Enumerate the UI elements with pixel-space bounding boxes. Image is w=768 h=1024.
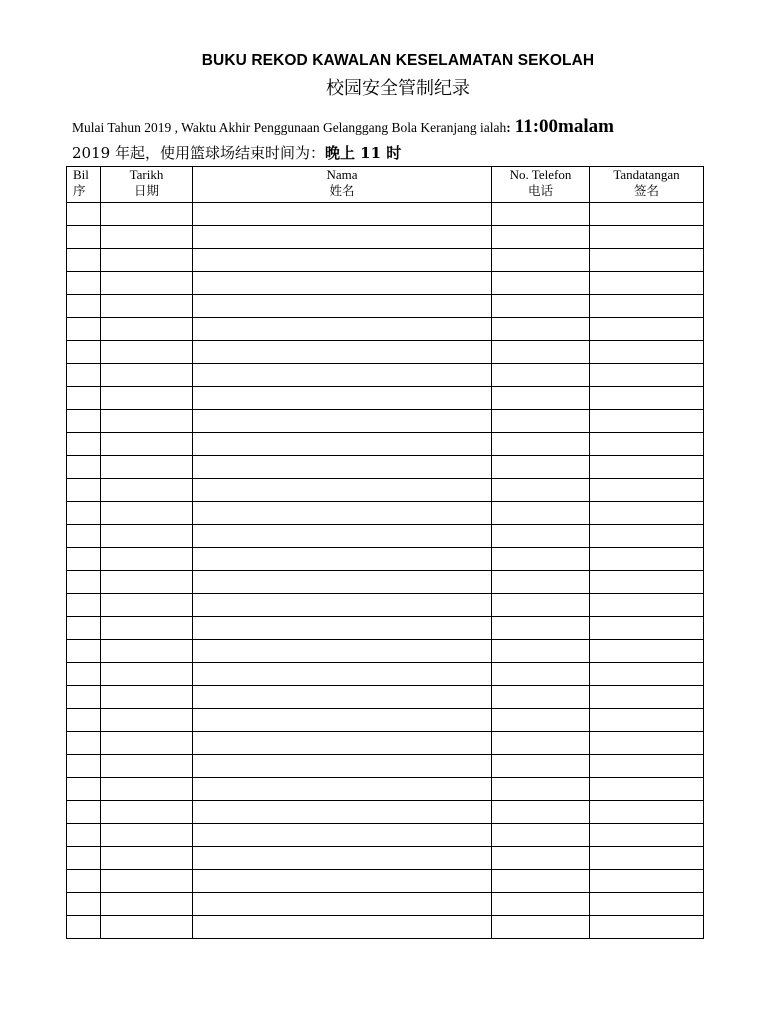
table-row	[67, 778, 704, 801]
table-row	[67, 916, 704, 939]
cell-tarikh[interactable]	[101, 364, 193, 387]
cell-tandatangan[interactable]	[590, 410, 704, 433]
cell-bil[interactable]	[67, 295, 101, 318]
column-header-telefon	[492, 167, 590, 203]
cell-tarikh[interactable]	[101, 249, 193, 272]
table-row	[67, 870, 704, 893]
column-header-bil-zh: 序	[73, 183, 86, 198]
cell-tarikh[interactable]	[101, 295, 193, 318]
cell-nama[interactable]	[193, 732, 492, 755]
cell-tarikh[interactable]	[101, 479, 193, 502]
column-header-tarikh-ms: Tarikh	[129, 167, 164, 182]
cell-bil[interactable]	[67, 617, 101, 640]
cell-tandatangan[interactable]	[590, 203, 704, 226]
cell-telefon[interactable]	[492, 640, 590, 663]
cell-telefon[interactable]	[492, 456, 590, 479]
cell-tandatangan[interactable]	[590, 686, 704, 709]
cell-bil[interactable]	[67, 594, 101, 617]
cell-tarikh[interactable]	[101, 456, 193, 479]
table-row	[67, 525, 704, 548]
table-row	[67, 548, 704, 571]
table-row	[67, 847, 704, 870]
cell-tandatangan[interactable]	[590, 893, 704, 916]
cell-tandatangan[interactable]	[590, 548, 704, 571]
cell-nama[interactable]	[193, 893, 492, 916]
cell-tandatangan[interactable]	[590, 801, 704, 824]
cell-nama[interactable]	[193, 640, 492, 663]
cell-nama[interactable]	[193, 272, 492, 295]
cell-bil[interactable]	[67, 732, 101, 755]
table-row	[67, 479, 704, 502]
cell-tarikh[interactable]	[101, 893, 193, 916]
column-header-tandatangan	[590, 167, 704, 203]
cell-nama[interactable]	[193, 916, 492, 939]
cell-telefon[interactable]	[492, 686, 590, 709]
table-row	[67, 249, 704, 272]
table-row	[67, 502, 704, 525]
cell-tandatangan[interactable]	[590, 525, 704, 548]
cell-telefon[interactable]	[492, 847, 590, 870]
cell-tandatangan[interactable]	[590, 502, 704, 525]
cell-nama[interactable]	[193, 364, 492, 387]
cell-bil[interactable]	[67, 249, 101, 272]
cell-tandatangan[interactable]	[590, 571, 704, 594]
cell-bil[interactable]	[67, 410, 101, 433]
table-row	[67, 295, 704, 318]
cell-tarikh[interactable]	[101, 594, 193, 617]
table-row	[67, 709, 704, 732]
cell-telefon[interactable]	[492, 617, 590, 640]
cell-nama[interactable]	[193, 341, 492, 364]
cell-bil[interactable]	[67, 893, 101, 916]
notice-malay	[72, 116, 614, 138]
cell-tandatangan[interactable]	[590, 709, 704, 732]
cell-tandatangan[interactable]	[590, 847, 704, 870]
cell-tarikh[interactable]	[101, 410, 193, 433]
cell-nama[interactable]	[193, 249, 492, 272]
cell-nama[interactable]	[193, 203, 492, 226]
cell-tarikh[interactable]	[101, 778, 193, 801]
cell-telefon[interactable]	[492, 870, 590, 893]
cell-telefon[interactable]	[492, 502, 590, 525]
cell-bil[interactable]	[67, 272, 101, 295]
cell-bil[interactable]	[67, 847, 101, 870]
column-header-nama	[193, 167, 492, 203]
cell-bil[interactable]	[67, 479, 101, 502]
cell-bil[interactable]	[67, 525, 101, 548]
cell-tarikh[interactable]	[101, 387, 193, 410]
cell-telefon[interactable]	[492, 249, 590, 272]
cell-bil[interactable]	[67, 755, 101, 778]
cell-bil[interactable]	[67, 778, 101, 801]
cell-tandatangan[interactable]	[590, 318, 704, 341]
notice-malay-text: Mulai Tahun 2019 , Waktu Akhir Penggunaan Gelanggang Bola Keranjang ialah	[72, 120, 507, 135]
table-body	[67, 203, 704, 939]
cell-telefon[interactable]	[492, 755, 590, 778]
cell-tandatangan[interactable]	[590, 778, 704, 801]
cell-telefon[interactable]	[492, 341, 590, 364]
table-row	[67, 571, 704, 594]
cell-nama[interactable]	[193, 870, 492, 893]
cell-tandatangan[interactable]	[590, 433, 704, 456]
cell-tarikh[interactable]	[101, 916, 193, 939]
cell-tandatangan[interactable]	[590, 640, 704, 663]
cell-nama[interactable]	[193, 663, 492, 686]
cell-nama[interactable]	[193, 318, 492, 341]
cell-bil[interactable]	[67, 433, 101, 456]
cell-nama[interactable]	[193, 709, 492, 732]
table-row	[67, 594, 704, 617]
document-title-malay: BUKU REKOD KAWALAN KESELAMATAN SEKOLAH	[201, 52, 595, 69]
cell-nama[interactable]	[193, 387, 492, 410]
column-header-tandatangan-zh: 签名	[633, 183, 659, 198]
cell-nama[interactable]	[193, 410, 492, 433]
cell-nama[interactable]	[193, 571, 492, 594]
column-header-tarikh-zh: 日期	[133, 183, 159, 198]
cell-nama[interactable]	[193, 226, 492, 249]
cell-tarikh[interactable]	[101, 732, 193, 755]
cell-tarikh[interactable]	[101, 548, 193, 571]
notice-chinese-time: 晚上 11 时	[324, 144, 402, 162]
cell-bil[interactable]	[67, 226, 101, 249]
cell-tandatangan[interactable]	[590, 594, 704, 617]
cell-nama[interactable]	[193, 755, 492, 778]
cell-telefon[interactable]	[492, 893, 590, 916]
cell-tarikh[interactable]	[101, 203, 193, 226]
cell-tandatangan[interactable]	[590, 824, 704, 847]
cell-bil[interactable]	[67, 387, 101, 410]
cell-tarikh[interactable]	[101, 709, 193, 732]
cell-telefon[interactable]	[492, 525, 590, 548]
cell-nama[interactable]	[193, 824, 492, 847]
column-header-telefon-zh: 电话	[527, 183, 553, 198]
cell-telefon[interactable]	[492, 801, 590, 824]
cell-bil[interactable]	[67, 502, 101, 525]
cell-nama[interactable]	[193, 617, 492, 640]
table-row	[67, 410, 704, 433]
cell-tandatangan[interactable]	[590, 341, 704, 364]
cell-bil[interactable]	[67, 571, 101, 594]
cell-telefon[interactable]	[492, 318, 590, 341]
cell-telefon[interactable]	[492, 433, 590, 456]
cell-bil[interactable]	[67, 364, 101, 387]
cell-nama[interactable]	[193, 686, 492, 709]
cell-nama[interactable]	[193, 433, 492, 456]
cell-bil[interactable]	[67, 341, 101, 364]
table-row	[67, 686, 704, 709]
cell-telefon[interactable]	[492, 479, 590, 502]
cell-tandatangan[interactable]	[590, 479, 704, 502]
table-row	[67, 732, 704, 755]
table-row	[67, 893, 704, 916]
cell-tarikh[interactable]	[101, 686, 193, 709]
cell-tarikh[interactable]	[101, 226, 193, 249]
column-header-tandatangan-ms: Tandatangan	[613, 167, 680, 182]
cell-nama[interactable]	[193, 295, 492, 318]
cell-nama[interactable]	[193, 594, 492, 617]
cell-nama[interactable]	[193, 548, 492, 571]
cell-bil[interactable]	[67, 824, 101, 847]
record-table	[66, 166, 704, 939]
table-row	[67, 318, 704, 341]
cell-tarikh[interactable]	[101, 755, 193, 778]
cell-nama[interactable]	[193, 479, 492, 502]
table-row	[67, 824, 704, 847]
cell-telefon[interactable]	[492, 916, 590, 939]
cell-telefon[interactable]	[492, 732, 590, 755]
cell-tarikh[interactable]	[101, 525, 193, 548]
cell-tandatangan[interactable]	[590, 870, 704, 893]
column-header-bil	[67, 167, 101, 203]
cell-tarikh[interactable]	[101, 640, 193, 663]
cell-tarikh[interactable]	[101, 847, 193, 870]
cell-telefon[interactable]	[492, 364, 590, 387]
cell-bil[interactable]	[67, 640, 101, 663]
cell-tandatangan[interactable]	[590, 272, 704, 295]
table-row	[67, 203, 704, 226]
cell-tarikh[interactable]	[101, 571, 193, 594]
cell-bil[interactable]	[67, 801, 101, 824]
cell-tarikh[interactable]	[101, 341, 193, 364]
notice-malay-time: 11:00malam	[514, 116, 614, 137]
cell-tarikh[interactable]	[101, 617, 193, 640]
table-row	[67, 617, 704, 640]
column-header-nama-zh: 姓名	[329, 183, 355, 198]
cell-telefon[interactable]	[492, 226, 590, 249]
cell-telefon[interactable]	[492, 203, 590, 226]
cell-telefon[interactable]	[492, 709, 590, 732]
column-header-bil-ms: Bil	[73, 167, 89, 182]
cell-bil[interactable]	[67, 663, 101, 686]
cell-nama[interactable]	[193, 502, 492, 525]
cell-bil[interactable]	[67, 870, 101, 893]
cell-tandatangan[interactable]	[590, 456, 704, 479]
cell-telefon[interactable]	[492, 272, 590, 295]
cell-tandatangan[interactable]	[590, 916, 704, 939]
cell-tandatangan[interactable]	[590, 295, 704, 318]
cell-bil[interactable]	[67, 456, 101, 479]
cell-tandatangan[interactable]	[590, 226, 704, 249]
document-title-chinese: 校园安全管制纪录	[326, 78, 470, 99]
cell-telefon[interactable]	[492, 410, 590, 433]
cell-tarikh[interactable]	[101, 272, 193, 295]
cell-bil[interactable]	[67, 709, 101, 732]
table-row	[67, 801, 704, 824]
table-row	[67, 755, 704, 778]
table-row	[67, 364, 704, 387]
cell-telefon[interactable]	[492, 295, 590, 318]
cell-bil[interactable]	[67, 548, 101, 571]
cell-bil[interactable]	[67, 203, 101, 226]
table-row	[67, 433, 704, 456]
cell-telefon[interactable]	[492, 548, 590, 571]
table-header-row	[67, 167, 704, 203]
cell-telefon[interactable]	[492, 663, 590, 686]
cell-tandatangan[interactable]	[590, 755, 704, 778]
cell-tandatangan[interactable]	[590, 387, 704, 410]
notice-chinese	[72, 142, 401, 163]
cell-telefon[interactable]	[492, 824, 590, 847]
table-row	[67, 272, 704, 295]
column-header-telefon-ms: No. Telefon	[509, 167, 572, 182]
table-row	[67, 226, 704, 249]
cell-tarikh[interactable]	[101, 433, 193, 456]
cell-nama[interactable]	[193, 801, 492, 824]
table-row	[67, 387, 704, 410]
table-row	[67, 640, 704, 663]
cell-bil[interactable]	[67, 318, 101, 341]
cell-tarikh[interactable]	[101, 870, 193, 893]
notice-chinese-text: 2019 年起，使用篮球场结束时间为：	[72, 144, 325, 162]
cell-tandatangan[interactable]	[590, 663, 704, 686]
cell-bil[interactable]	[67, 916, 101, 939]
table-row	[67, 456, 704, 479]
cell-tandatangan[interactable]	[590, 364, 704, 387]
column-header-tarikh	[101, 167, 193, 203]
column-header-nama-ms: Nama	[326, 167, 358, 182]
cell-tarikh[interactable]	[101, 824, 193, 847]
cell-bil[interactable]	[67, 686, 101, 709]
cell-telefon[interactable]	[492, 778, 590, 801]
table-row	[67, 663, 704, 686]
table-row	[67, 341, 704, 364]
cell-tarikh[interactable]	[101, 663, 193, 686]
cell-tarikh[interactable]	[101, 502, 193, 525]
cell-nama[interactable]	[193, 456, 492, 479]
cell-nama[interactable]	[193, 847, 492, 870]
cell-telefon[interactable]	[492, 594, 590, 617]
cell-nama[interactable]	[193, 778, 492, 801]
cell-telefon[interactable]	[492, 387, 590, 410]
cell-telefon[interactable]	[492, 571, 590, 594]
cell-nama[interactable]	[193, 525, 492, 548]
cell-tandatangan[interactable]	[590, 249, 704, 272]
notice-malay-colon: :	[506, 120, 511, 135]
cell-tarikh[interactable]	[101, 801, 193, 824]
cell-tandatangan[interactable]	[590, 617, 704, 640]
cell-tarikh[interactable]	[101, 318, 193, 341]
cell-tandatangan[interactable]	[590, 732, 704, 755]
